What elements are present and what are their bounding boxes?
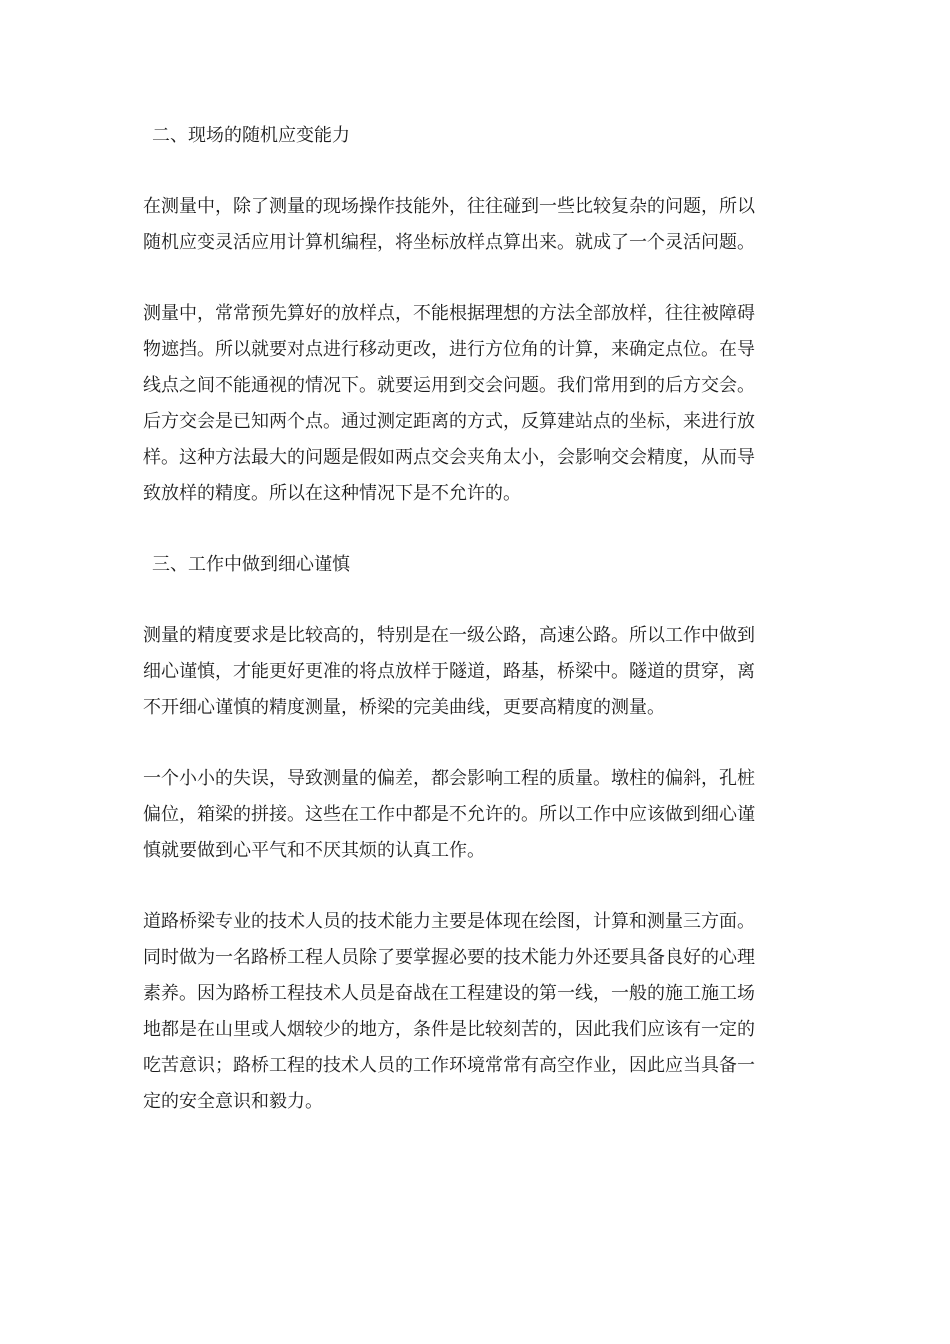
section-heading: 三、工作中做到细心谨慎 — [152, 554, 350, 575]
text-line: 慎就要做到心平气和不厌其烦的认真工作。 — [143, 840, 485, 861]
paragraph-gap — [143, 726, 813, 761]
paragraph-gap — [143, 869, 813, 904]
text-line: 地都是在山里或人烟较少的地方，条件是比较刻苦的，因此我们应该有一定的 — [143, 1019, 755, 1040]
text-line: 后方交会是已知两个点。通过测定距离的方式，反算建站点的坐标，来进行放 — [143, 411, 755, 432]
text-line: 样。这种方法最大的问题是假如两点交会夹角太小，会影响交会精度，从而导 — [143, 447, 755, 468]
text-line: 物遮挡。所以就要对点进行移动更改，进行方位角的计算，来确定点位。在导 — [143, 339, 755, 360]
text-line: 测量中，常常预先算好的放样点，不能根据理想的方法全部放样，往往被障碍 — [143, 303, 755, 324]
text-line: 一个小小的失误，导致测量的偏差，都会影响工程的质量。墩柱的偏斜，孔桩 — [143, 768, 755, 789]
paragraph-gap — [143, 261, 813, 296]
text-line: 素养。因为路桥工程技术人员是奋战在工程建设的第一线，一般的施工施工场 — [143, 983, 755, 1004]
text-line: 定的安全意识和毅力。 — [143, 1091, 323, 1112]
text-line: 测量的精度要求是比较高的，特别是在一级公路，高速公路。所以工作中做到 — [143, 625, 755, 646]
paragraph-gap — [143, 154, 813, 189]
text-line: 道路桥梁专业的技术人员的技术能力主要是体现在绘图，计算和测量三方面。 — [143, 911, 755, 932]
text-line: 在测量中，除了测量的现场操作技能外，往往碰到一些比较复杂的问题，所以 — [143, 196, 755, 217]
paragraph — [143, 189, 813, 261]
paragraph — [143, 904, 813, 1120]
text-line: 随机应变灵活应用计算机编程，将坐标放样点算出来。就成了一个灵活问题。 — [143, 232, 755, 253]
document-body — [143, 118, 813, 1120]
text-line: 吃苦意识；路桥工程的技术人员的工作环境常常有高空作业，因此应当具备一 — [143, 1055, 755, 1076]
section-heading: 二、现场的随机应变能力 — [152, 125, 350, 146]
paragraph — [143, 761, 813, 869]
text-line: 致放样的精度。所以在这种情况下是不允许的。 — [143, 483, 521, 504]
paragraph — [143, 296, 813, 512]
text-line: 线点之间不能通视的情况下。就要运用到交会问题。我们常用到的后方交会。 — [143, 375, 755, 396]
text-line: 同时做为一名路桥工程人员除了要掌握必要的技术能力外还要具备良好的心理 — [143, 947, 755, 968]
text-line: 不开细心谨慎的精度测量，桥梁的完美曲线，更要高精度的测量。 — [143, 697, 665, 718]
text-line: 偏位，箱梁的拼接。这些在工作中都是不允许的。所以工作中应该做到细心谨 — [143, 804, 755, 825]
paragraph-gap — [143, 583, 813, 618]
text-line: 细心谨慎，才能更好更准的将点放样于隧道，路基，桥梁中。隧道的贯穿，离 — [143, 661, 755, 682]
paragraph — [143, 618, 813, 726]
paragraph-gap — [143, 512, 813, 547]
